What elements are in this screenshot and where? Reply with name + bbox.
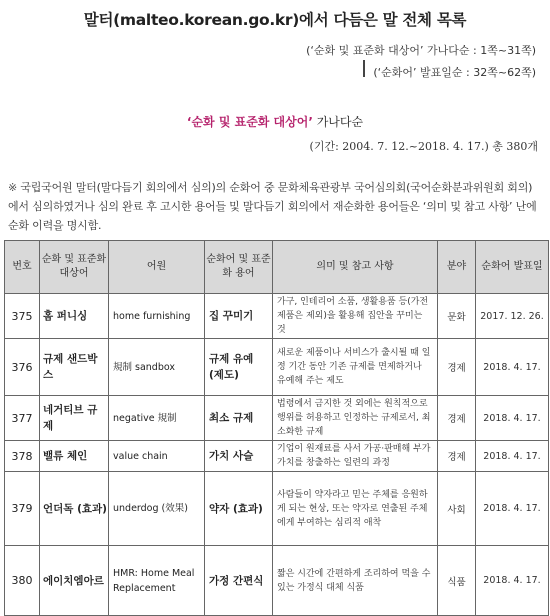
cell-target: 언더독 (효과) (40, 472, 109, 546)
cell-target: 규제 샌드박스 (40, 339, 109, 396)
cell-origin: 規制 sandbox (109, 339, 205, 396)
cell-refined: 약자 (효과) (205, 472, 273, 546)
section-heading (0, 113, 550, 130)
cell-num: 380 (5, 546, 40, 616)
cell-date: 2017. 12. 26. (476, 294, 549, 339)
cell-meaning: 새로운 제품이나 서비스가 출시될 때 일정 기간 동안 기존 규제를 면제하거나 유예해 주는 제도 (273, 339, 438, 396)
cell-num: 375 (5, 294, 40, 339)
text-cursor (363, 60, 365, 77)
note-paragraph (8, 178, 542, 235)
cell-origin: HMR: Home Meal Replacement (109, 546, 205, 616)
period-info: (기간: 2004. 7. 12.~2018. 4. 17.) 총 380개 (309, 140, 538, 153)
table-row (5, 546, 549, 616)
cell-meaning: 사람들이 약자라고 믿는 주체를 응원하게 되는 현상, 또는 약자로 연출된 주체에게 부여하는 심리적 애착 (273, 472, 438, 546)
cell-date: 2018. 4. 17. (476, 441, 549, 472)
cell-target: 네거티브 규제 (40, 396, 109, 441)
cell-num: 378 (5, 441, 40, 472)
header-field: 분야 (438, 241, 476, 294)
cell-meaning: 기업이 원재료를 사서 가공·판매해 부가가치를 창출하는 일련의 과정 (273, 441, 438, 472)
note-text: 국립국어원 말터(말다듬기 회의에서 심의)의 순화어 중 문화체육관광부 국어심의회(국어순화분과위원회 회의)에서 심의하였거나 심의 완료 후 고시한 용어들 및 말다듬기 회의에서 재순화한 용어들은 ‘의미 및 참고 사항’ 난에 순화 이력을 명시함. (8, 181, 537, 232)
table-row (5, 472, 549, 546)
cell-refined: 최소 규제 (205, 396, 273, 441)
header-date: 순화어 발표일 (476, 241, 549, 294)
table-row (5, 339, 549, 396)
cell-refined: 가치 사슬 (205, 441, 273, 472)
table-row (5, 396, 549, 441)
cell-meaning: 가구, 인테리어 소품, 생활용품 등(가전제품은 제외)을 활용해 집안을 꾸미는 것 (273, 294, 438, 339)
cell-origin: negative 規制 (109, 396, 205, 441)
cell-date: 2018. 4. 17. (476, 472, 549, 546)
cell-refined: 규제 유예 (제도) (205, 339, 273, 396)
word-list-table (4, 240, 549, 616)
header-origin: 어원 (109, 241, 205, 294)
cell-num: 376 (5, 339, 40, 396)
table-row (5, 441, 549, 472)
cell-meaning: 짧은 시간에 간편하게 조리하여 먹을 수 있는 가정식 대체 식품 (273, 546, 438, 616)
cell-refined: 가정 간편식 (205, 546, 273, 616)
cell-field: 경제 (438, 396, 476, 441)
header-num: 번호 (5, 241, 40, 294)
header-meaning: 의미 및 참고 사항 (273, 241, 438, 294)
table-header-row (5, 241, 549, 294)
subtitle-alphabetical-range: (‘순화 및 표준화 대상어’ 가나다순 : 1쪽~31쪽) (306, 44, 536, 57)
subtitle-date-range: (‘순화어’ 발표일순 : 32쪽~62쪽) (373, 66, 536, 79)
cell-meaning: 법령에서 금지한 것 외에는 원칙적으로 행위를 허용하고 인정하는 규제로서, 최소화한 규제 (273, 396, 438, 441)
section-heading-rest: 가나다순 (316, 115, 364, 129)
cell-date: 2018. 4. 17. (476, 396, 549, 441)
cell-date: 2018. 4. 17. (476, 339, 549, 396)
cell-date: 2018. 4. 17. (476, 546, 549, 616)
cell-field: 경제 (438, 441, 476, 472)
cell-field: 식품 (438, 546, 476, 616)
cell-field: 경제 (438, 339, 476, 396)
header-target: 순화 및 표준화 대상어 (40, 241, 109, 294)
cell-num: 377 (5, 396, 40, 441)
cell-target: 에이치엠아르 (40, 546, 109, 616)
cell-origin: value chain (109, 441, 205, 472)
section-heading-quoted: ‘순화 및 표준화 대상어’ (186, 115, 313, 129)
cell-field: 사회 (438, 472, 476, 546)
page-title: 말터(malteo.korean.go.kr)에서 다듬은 말 전체 목록 (83, 11, 467, 29)
cell-num: 379 (5, 472, 40, 546)
cell-target: 밸류 체인 (40, 441, 109, 472)
cell-target: 홈 퍼니싱 (40, 294, 109, 339)
header-refined: 순화어 및 표준화 용어 (205, 241, 273, 294)
cell-origin: home furnishing (109, 294, 205, 339)
cell-origin: underdog (效果) (109, 472, 205, 546)
cell-field: 문화 (438, 294, 476, 339)
note-marker: ※ (8, 181, 18, 194)
table-row (5, 294, 549, 339)
cell-refined: 집 꾸미기 (205, 294, 273, 339)
